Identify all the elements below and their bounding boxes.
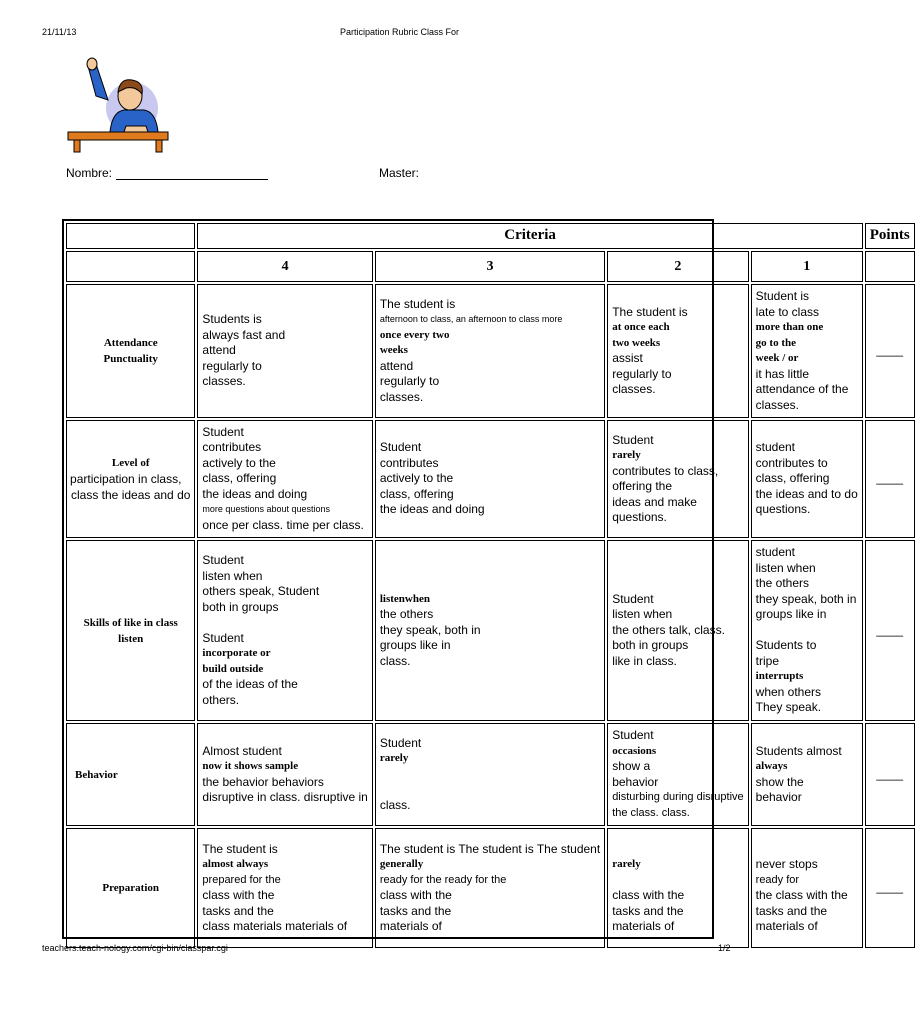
table-row bbox=[66, 828, 915, 948]
criterion-listening-skills: Skills of like in class listen bbox=[66, 540, 195, 721]
behavior-score-3: Student rarely class. bbox=[375, 723, 605, 826]
table-row bbox=[66, 540, 915, 721]
participation-score-1: student contributes to class, offering the ideas and to do questions. bbox=[751, 420, 863, 538]
blank-points-cell bbox=[865, 251, 915, 282]
score-header-2: 2 bbox=[607, 251, 748, 282]
criterion-attendance: Attendance Punctuality bbox=[66, 284, 195, 418]
attendance-score-2: The student is at once each two weeks assist regularly to classes. bbox=[607, 284, 748, 418]
page-number: 1/2 bbox=[718, 943, 731, 953]
score-header-1: 1 bbox=[751, 251, 863, 282]
table-row bbox=[66, 284, 915, 418]
name-underline bbox=[116, 167, 268, 180]
preparation-score-2: rarely class with the tasks and the materials of bbox=[607, 828, 748, 948]
student-raising-hand-clipart bbox=[66, 56, 170, 156]
criterion-participation: Level of participation in class, class the ideas and do bbox=[66, 420, 195, 538]
participation-rubric-table bbox=[62, 219, 910, 939]
behavior-score-2: Student occasions show a behavior disturbing during disruptive the class. class. bbox=[607, 723, 748, 826]
blank-score-label-cell bbox=[66, 251, 195, 282]
preparation-score-4: The student is almost always prepared for the class with the tasks and the class materials materials of bbox=[197, 828, 372, 948]
listening-score-1: student listen when the others they speak, both in groups like in Students to tripe interrupts when others They speak. bbox=[751, 540, 863, 721]
participation-points-blank: ____ bbox=[865, 420, 915, 538]
page-header-title: Participation Rubric Class For bbox=[340, 27, 460, 37]
listening-score-2: Student listen when the others talk, class. both in groups like in class. bbox=[607, 540, 748, 721]
attendance-score-1: Student is late to class more than one go to the week / or it has little attendance of the classes. bbox=[751, 284, 863, 418]
points-header: Points bbox=[865, 223, 915, 249]
criteria-header: Criteria bbox=[197, 223, 862, 249]
attendance-score-3: The student is afternoon to class, an afternoon to class more once every two weeks attend regularly to classes. bbox=[375, 284, 605, 418]
preparation-score-1: never stops ready for the class with the tasks and the materials of bbox=[751, 828, 863, 948]
participation-score-3: Student contributes actively to the class, offering the ideas and doing bbox=[375, 420, 605, 538]
participation-score-4: Student contributes actively to the class, offering the ideas and doing more questions about questions once per class. time per class. bbox=[197, 420, 372, 538]
behavior-score-1: Students almost always show the behavior bbox=[751, 723, 863, 826]
behavior-points-blank: ____ bbox=[865, 723, 915, 826]
print-date: 21/11/13 bbox=[42, 27, 77, 37]
attendance-points-blank: ____ bbox=[865, 284, 915, 418]
preparation-score-3: The student is The student is The student generally ready for the ready for the class with the tasks and the materials of bbox=[375, 828, 605, 948]
footer-url: teachers.teach-nology.com/cgi-bin/classpar.cgi bbox=[42, 943, 228, 953]
blank-corner-cell bbox=[66, 223, 195, 249]
attendance-score-4: Students is always fast and attend regularly to classes. bbox=[197, 284, 372, 418]
criterion-preparation: Preparation bbox=[66, 828, 195, 948]
criterion-behavior: Behavior bbox=[66, 723, 195, 826]
name-field-label: Nombre: bbox=[66, 166, 268, 180]
preparation-points-blank: ____ bbox=[865, 828, 915, 948]
listening-score-3: listenwhen the others they speak, both in groups like in class. bbox=[375, 540, 605, 721]
table-row bbox=[66, 723, 915, 826]
listening-points-blank: ____ bbox=[865, 540, 915, 721]
table-row bbox=[66, 420, 915, 538]
master-field-label: Master: bbox=[379, 166, 420, 180]
score-header-3: 3 bbox=[375, 251, 605, 282]
listening-score-4: Student listen when others speak, Student both in groups Student incorporate or build outside of the ideas of the others. bbox=[197, 540, 372, 721]
behavior-score-4: Almost student now it shows sample the behavior behaviors disruptive in class. disruptive in bbox=[197, 723, 372, 826]
participation-score-2: Student rarely contributes to class, offering the ideas and make questions. bbox=[607, 420, 748, 538]
score-header-4: 4 bbox=[197, 251, 372, 282]
